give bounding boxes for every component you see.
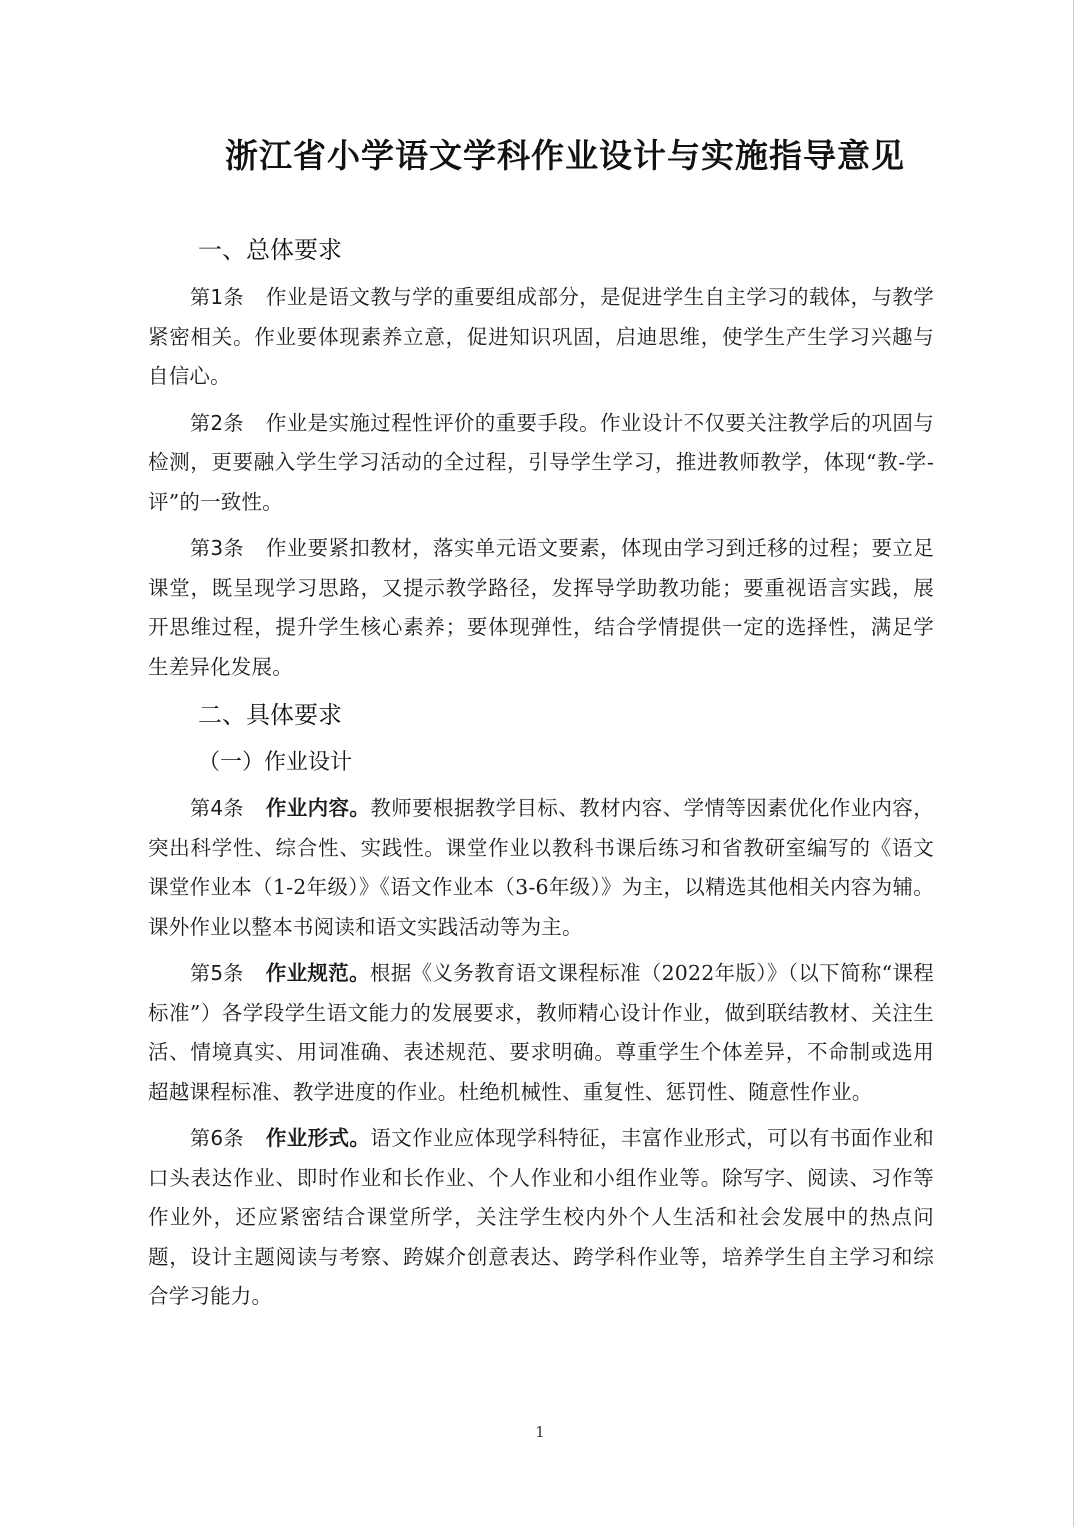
article-number: 第5条 <box>190 961 244 985</box>
article-number: 第3条 <box>190 536 244 560</box>
article-text: 教师要根据教学目标、教材内容、学情等因素优化作业内容，突出科学性、综合性、实践性。课堂作业以教科书课后练习和省教研室编写的《语文课堂作业本（1-2年级）》《语文作业本（3-6年级）》为主，以精选其他相关内容为辅。课外作业以整本书阅读和语文实践活动等为主。 <box>148 796 935 939</box>
article-3 <box>148 529 934 687</box>
article-number: 第4条 <box>190 796 244 820</box>
article-number: 第1条 <box>190 285 244 309</box>
article-2 <box>148 404 934 523</box>
article-number: 第2条 <box>190 410 244 435</box>
article-text: 作业要紧扣教材，落实单元语文要素，体现由学习到迁移的过程；要立足课堂，既呈现学习思路，又提示教学路径，发挥导学助教功能；要重视语言实践，展开思维过程，提升学生核心素养；要体现弹性，结合学情提供一定的选择性，满足学生差异化发展。 <box>148 536 935 679</box>
article-number: 第6条 <box>190 1126 244 1150</box>
article-title: 作业内容。 <box>265 796 371 820</box>
section-heading-general: 一、总体要求 <box>198 236 342 264</box>
article-4 <box>148 789 934 947</box>
page-number: 1 <box>535 1423 545 1441</box>
article-title: 作业形式。 <box>265 1126 371 1150</box>
document-body <box>148 222 934 1324</box>
article-text: 作业是实施过程性评价的重要手段。作业设计不仅要关注教学后的巩固与检测，更要融入学生学习活动的全过程，引导学生学习，推进教师教学，体现“教-学-评”的一致性。 <box>148 410 935 514</box>
section-heading-specific: 二、具体要求 <box>198 701 342 729</box>
article-5 <box>148 954 934 1112</box>
article-1 <box>148 278 934 397</box>
document-title: 浙江省小学语文学科作业设计与实施指导意见 <box>225 136 905 175</box>
article-text: 语文作业应体现学科特征，丰富作业形式，可以有书面作业和口头表达作业、即时作业和长作业、个人作业和小组作业等。除写字、阅读、习作等作业外，还应紧密结合课堂所学，关注学生校内外个人生活和社会发展中的热点问题，设计主题阅读与考察、跨媒介创意表达、跨学科作业等，培养学生自主学习和综合学习能力。 <box>148 1126 935 1308</box>
article-title: 作业规范。 <box>265 961 370 985</box>
subsection-heading-homework-design: （一）作业设计 <box>198 750 353 775</box>
page-edge-line <box>1073 0 1074 1527</box>
article-text: 根据《义务教育语文课程标准（2022年版）》（以下简称“课程标准”）各学段学生语文能力的发展要求，教师精心设计作业，做到联结教材、关注生活、情境真实、用词准确、表述规范、要求明确。尊重学生个体差异，不命制或选用超越课程标准、教学进度的作业。杜绝机械性、重复性、惩罚性、随意性作业。 <box>148 961 935 1104</box>
article-text: 作业是语文教与学的重要组成部分，是促进学生自主学习的载体，与教学紧密相关。作业要体现素养立意，促进知识巩固，启迪思维，使学生产生学习兴趣与自信心。 <box>148 285 935 388</box>
article-6 <box>148 1119 934 1317</box>
